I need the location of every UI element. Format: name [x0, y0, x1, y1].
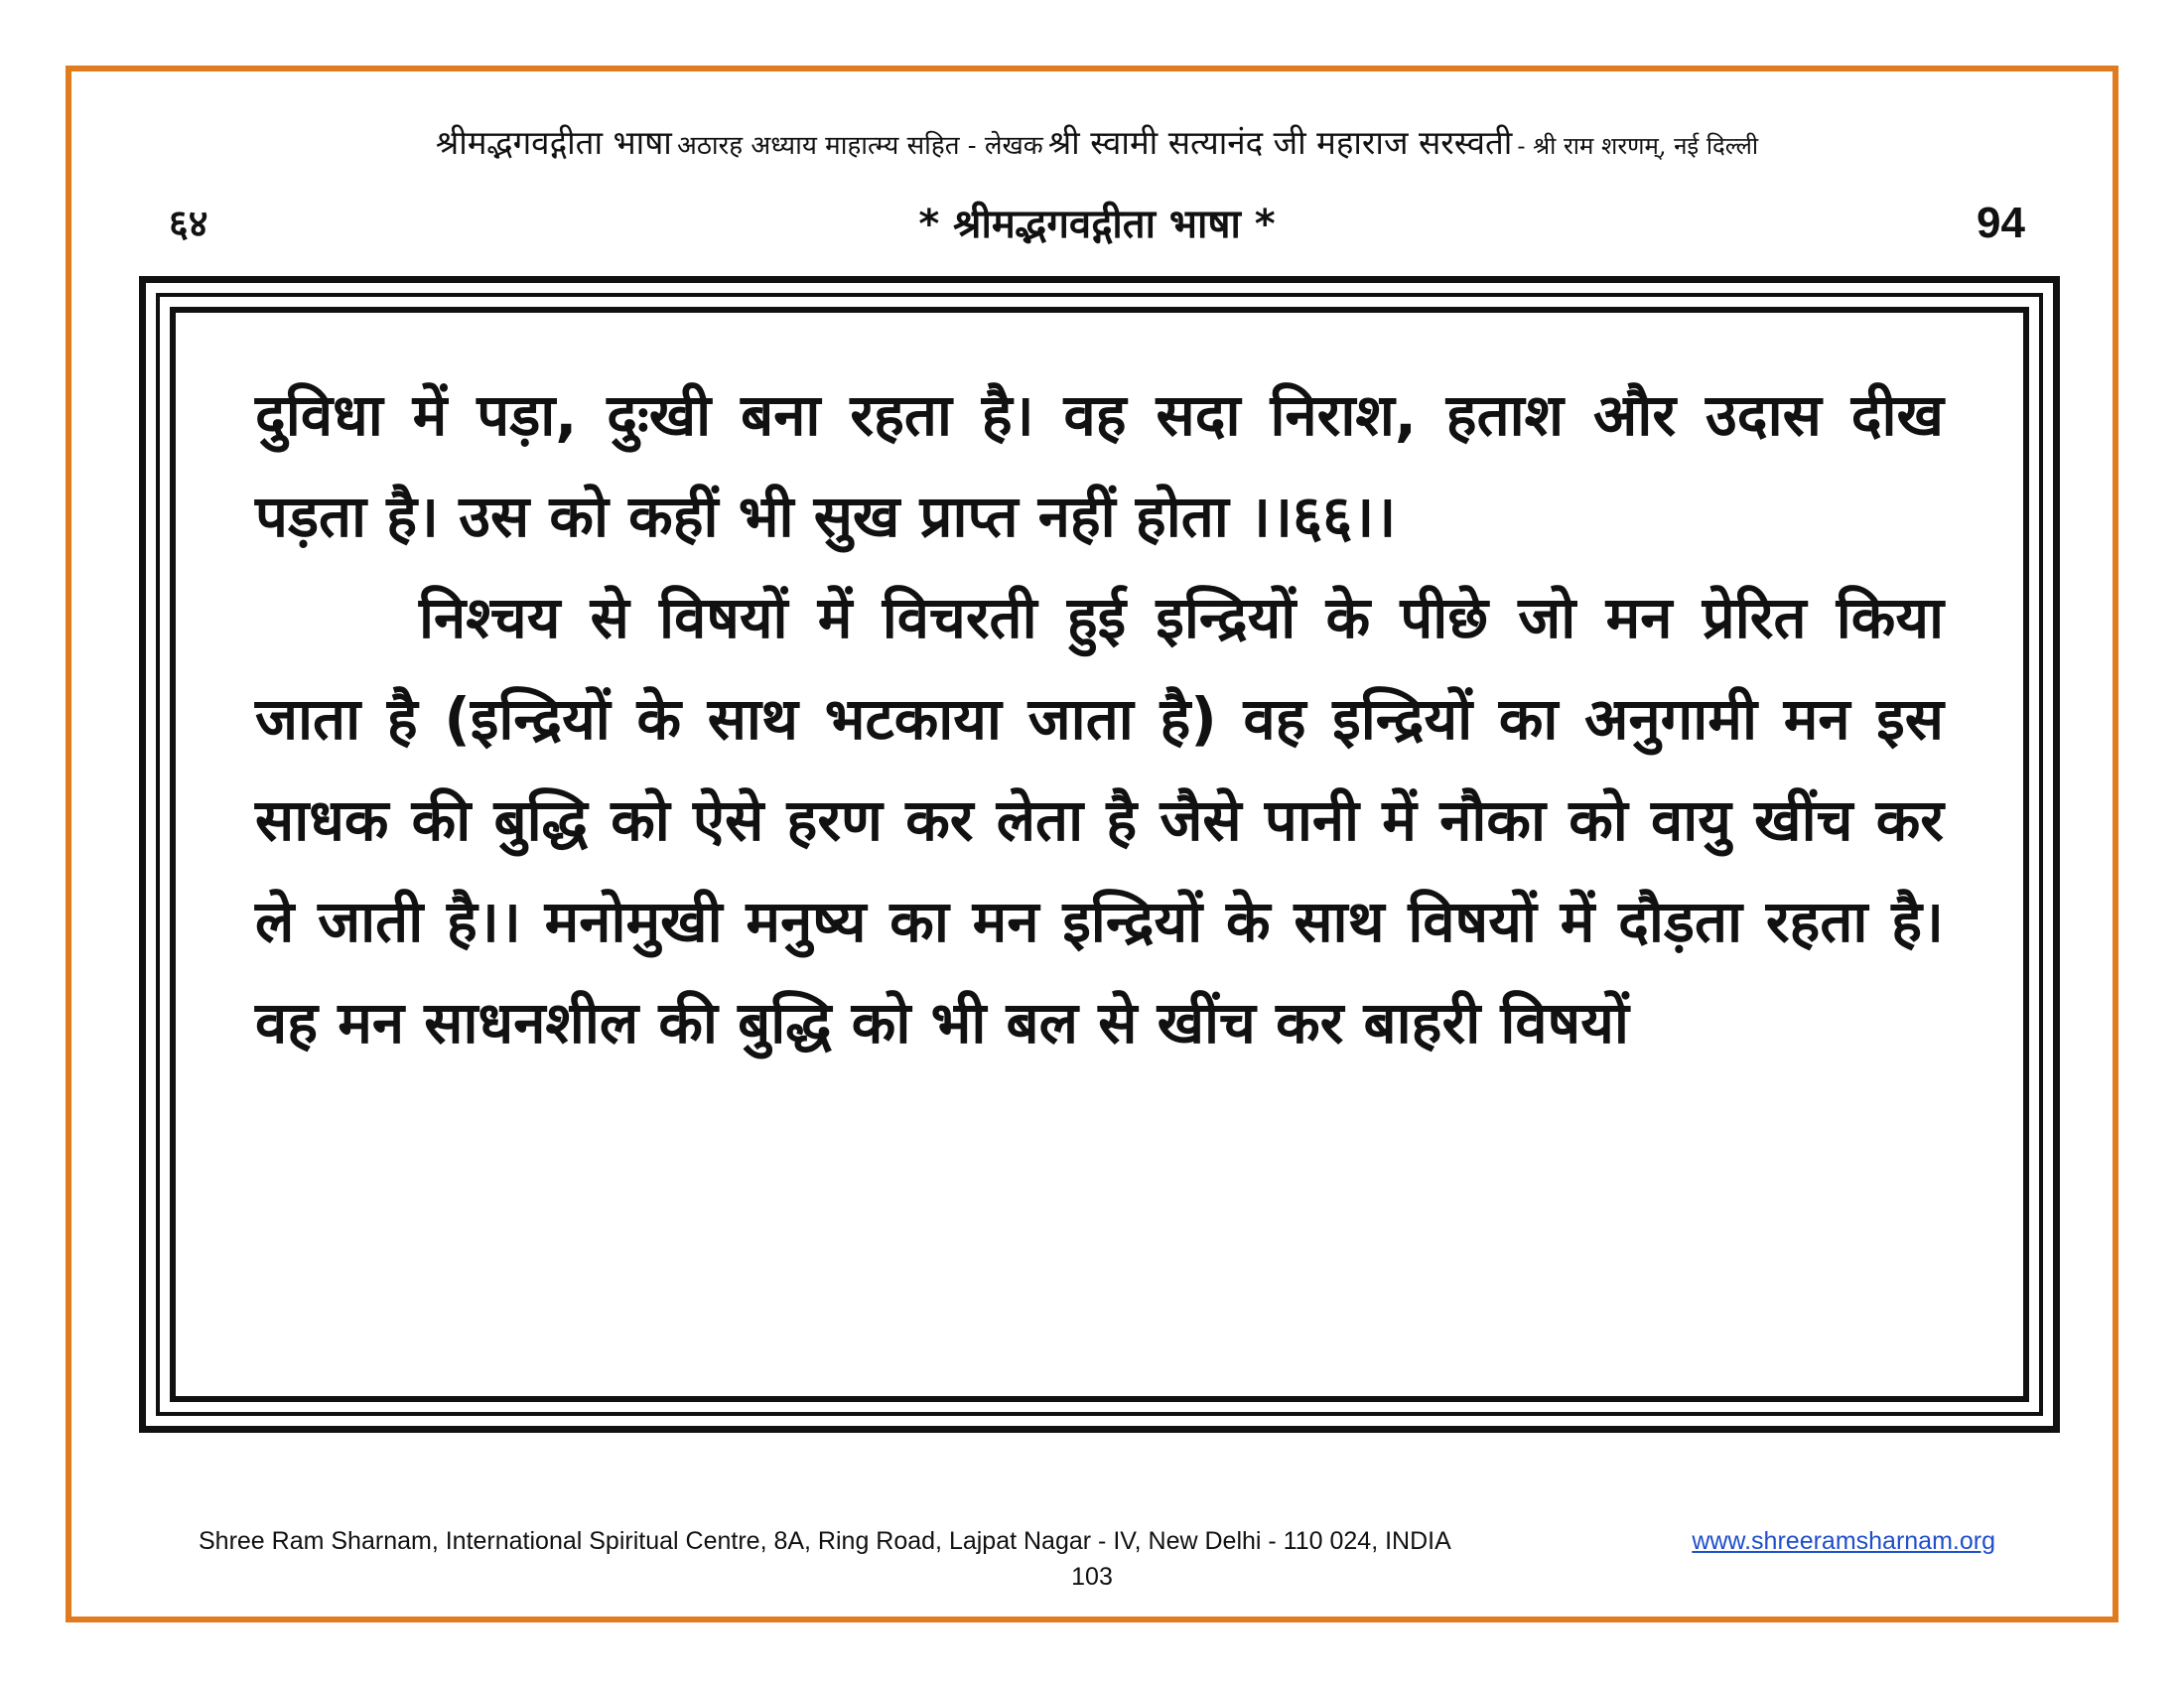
page-header: [169, 195, 2025, 254]
book-publisher: - श्री राम शरणम्, नई दिल्ली: [1517, 132, 1759, 160]
book-author: श्री स्वामी सत्यानंद जी महाराज सरस्वती: [1047, 123, 1513, 162]
paragraph-1: दुविधा में पड़ा, दुःखी बना रहता है। वह सदा निराश, हताश और उदास दीख पड़ता है। उस को कहीं भी सुख प्राप्त नहीं होता ।।६६।।: [255, 381, 1944, 550]
body-text: [255, 364, 1944, 1073]
text-box-inner-border: [170, 307, 2029, 1402]
footer-address: Shree Ram Sharnam, International Spiritual Centre, 8A, Ring Road, Lajpat Nagar - IV, New Delhi - 110 024, INDIA: [199, 1527, 1451, 1555]
paragraph-2: निश्चय से विषयों में विचरती हुई इन्द्रियों के पीछे जो मन प्रेरित किया जाता है (इन्द्रियों के साथ भटकाया जाता है) वह इन्द्रियों का अनुगामी मन इस साधक की बुद्धि को ऐसे हरण कर लेता है जैसे पानी में नौका को वायु खींच कर ले जाती है।। मनोमुखी मनुष्य का मन इन्द्रियों के साथ विषयों में दौड़ता रहता है। वह मन साधनशील की बुद्धि को भी बल से खींच कर बाहरी विषयों: [255, 584, 1944, 1056]
text-box-middle-border: [156, 293, 2043, 1416]
footer-page-number: 103: [1071, 1563, 1113, 1591]
book-title: श्रीमद्भगवद्गीता भाषा: [435, 123, 672, 162]
page-title: * श्रीमद्भगवद्गीता भाषा *: [918, 202, 1276, 247]
website-link[interactable]: www.shreeramsharnam.org: [1692, 1527, 1995, 1555]
book-title-line: [129, 119, 2065, 164]
book-subtitle: अठारह अध्याय माहात्म्य सहित - लेखक: [676, 131, 1043, 161]
page-number-arabic: 94: [1977, 199, 2025, 247]
text-box: [139, 276, 2060, 1433]
page-number-devanagari: ६४: [169, 202, 208, 245]
